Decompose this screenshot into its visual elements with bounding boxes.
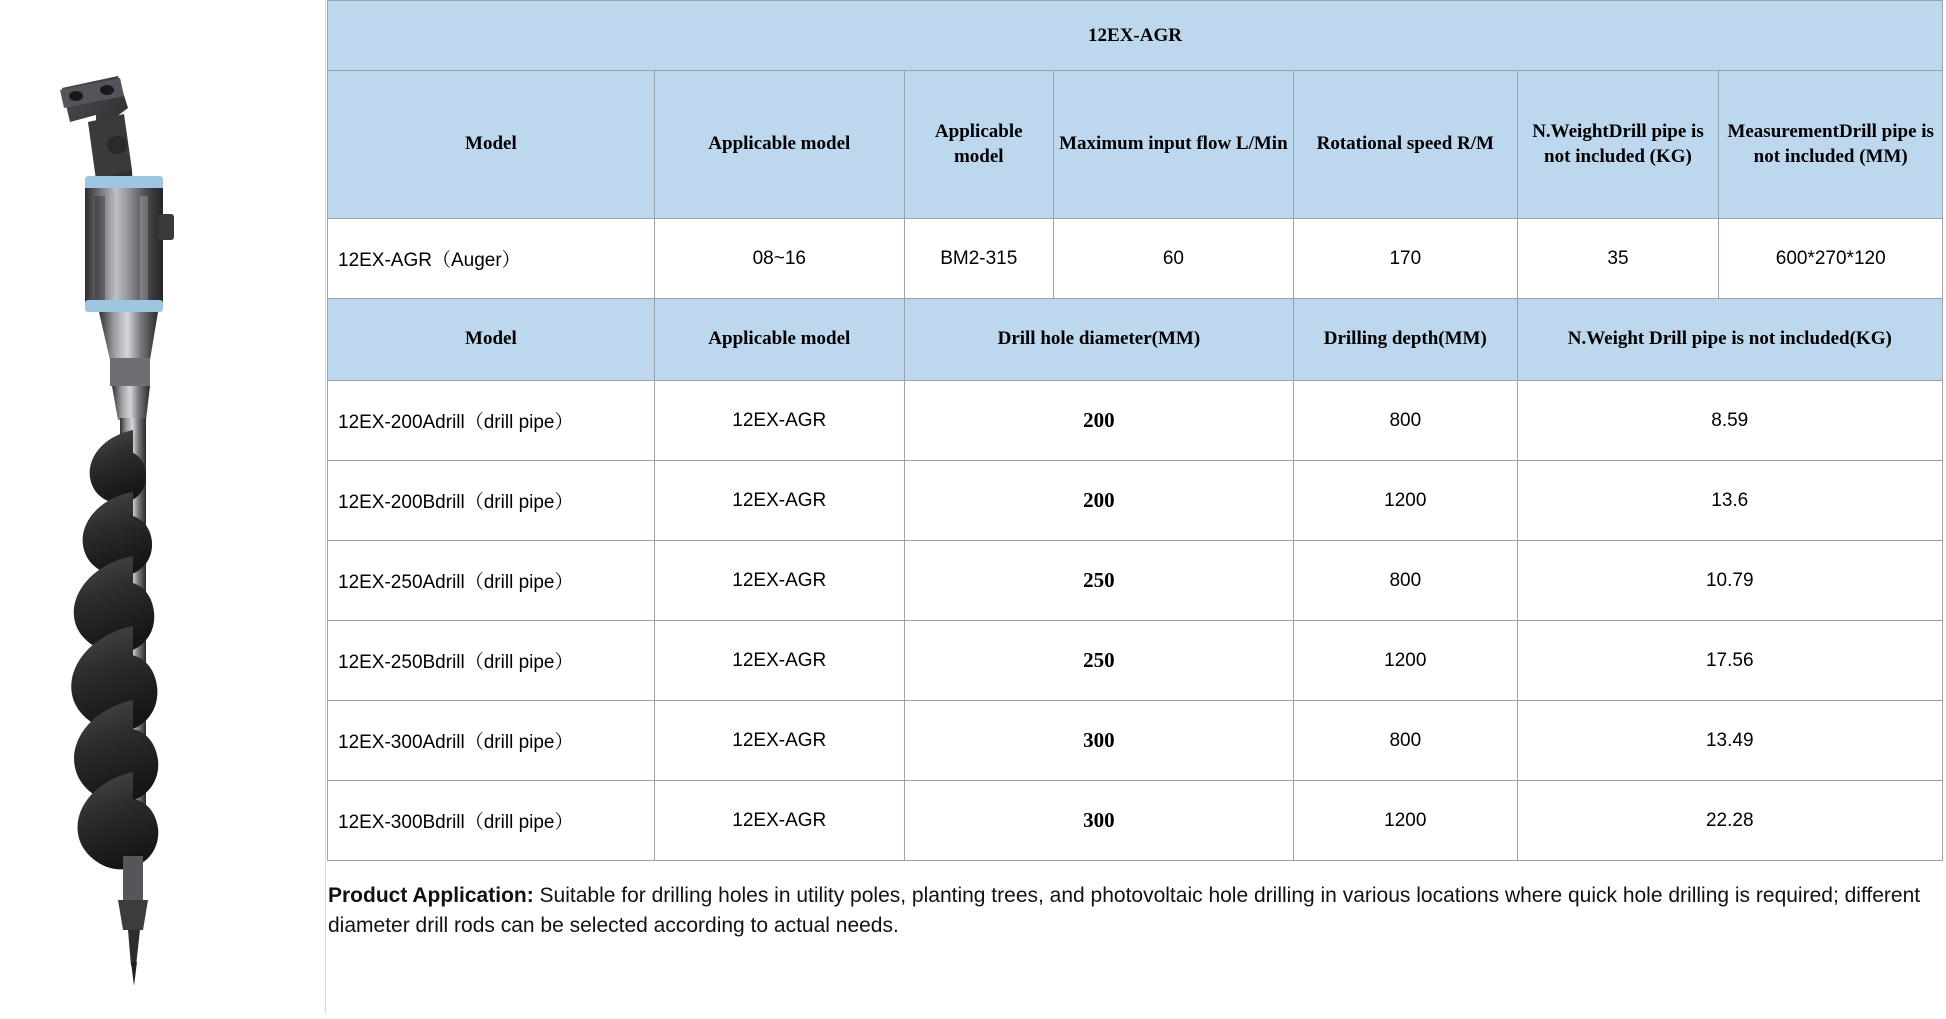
table-row bbox=[328, 219, 1943, 299]
header2-model: Model bbox=[328, 299, 655, 381]
header-model: Model bbox=[328, 71, 655, 219]
cell-net-weight: 22.28 bbox=[1517, 781, 1942, 861]
cell-drilling-depth: 1200 bbox=[1294, 781, 1517, 861]
cell-applicable-model-1: 08~16 bbox=[654, 219, 904, 299]
table-title-row bbox=[328, 1, 1943, 71]
cell-model: 12EX-AGR（Auger） bbox=[328, 219, 655, 299]
section1-header-row bbox=[328, 71, 1943, 219]
header2-applicable-model: Applicable model bbox=[654, 299, 904, 381]
header2-drilling-depth: Drilling depth(MM) bbox=[1294, 299, 1517, 381]
cell-model: 12EX-200Adrill（drill pipe） bbox=[328, 381, 655, 461]
cell-net-weight: 35 bbox=[1517, 219, 1719, 299]
cell-drilling-depth: 1200 bbox=[1294, 621, 1517, 701]
header-net-weight: N.WeightDrill pipe is not included (KG) bbox=[1517, 71, 1719, 219]
drill-tip bbox=[118, 856, 148, 986]
cell-drilling-depth: 800 bbox=[1294, 701, 1517, 781]
section2-header-row bbox=[328, 299, 1943, 381]
cell-drilling-depth: 800 bbox=[1294, 381, 1517, 461]
cell-applicable-model-2: BM2-315 bbox=[904, 219, 1053, 299]
header-rotational-speed: Rotational speed R/M bbox=[1294, 71, 1517, 219]
cell-hole-diameter: 300 bbox=[904, 701, 1293, 781]
cell-rotational-speed: 170 bbox=[1294, 219, 1517, 299]
cell-hole-diameter: 200 bbox=[904, 461, 1293, 541]
cell-hole-diameter: 200 bbox=[904, 381, 1293, 461]
cell-model: 12EX-200Bdrill（drill pipe） bbox=[328, 461, 655, 541]
header-max-input-flow: Maximum input flow L/Min bbox=[1053, 71, 1293, 219]
cell-model: 12EX-250Adrill（drill pipe） bbox=[328, 541, 655, 621]
cell-model: 12EX-300Bdrill（drill pipe） bbox=[328, 781, 655, 861]
cell-applicable-model: 12EX-AGR bbox=[654, 541, 904, 621]
cell-applicable-model: 12EX-AGR bbox=[654, 621, 904, 701]
gearbox-body bbox=[85, 176, 174, 312]
cell-net-weight: 8.59 bbox=[1517, 381, 1942, 461]
header2-hole-diameter: Drill hole diameter(MM) bbox=[904, 299, 1293, 381]
transition-housing bbox=[99, 312, 158, 420]
header2-net-weight: N.Weight Drill pipe is not included(KG) bbox=[1517, 299, 1942, 381]
cell-max-input-flow: 60 bbox=[1053, 219, 1293, 299]
cell-hole-diameter: 250 bbox=[904, 541, 1293, 621]
cell-net-weight: 17.56 bbox=[1517, 621, 1942, 701]
cell-applicable-model: 12EX-AGR bbox=[654, 781, 904, 861]
table-row bbox=[328, 541, 1943, 621]
header-applicable-model-1: Applicable model bbox=[654, 71, 904, 219]
auger-product-image bbox=[0, 0, 326, 1014]
table-row bbox=[328, 461, 1943, 541]
table-row bbox=[328, 621, 1943, 701]
product-image-panel bbox=[0, 0, 326, 1014]
cell-applicable-model: 12EX-AGR bbox=[654, 461, 904, 541]
specification-table bbox=[327, 0, 1943, 861]
header-measurement: MeasurementDrill pipe is not included (MM) bbox=[1719, 71, 1943, 219]
product-application-note bbox=[328, 881, 1938, 942]
cell-model: 12EX-250Bdrill（drill pipe） bbox=[328, 621, 655, 701]
spec-content bbox=[326, 0, 1946, 1014]
cell-hole-diameter: 300 bbox=[904, 781, 1293, 861]
cell-model: 12EX-300Adrill（drill pipe） bbox=[328, 701, 655, 781]
cell-applicable-model: 12EX-AGR bbox=[654, 381, 904, 461]
table-row bbox=[328, 781, 1943, 861]
table-title: 12EX-AGR bbox=[328, 1, 1943, 71]
header-applicable-model-2: Applicable model bbox=[904, 71, 1053, 219]
cell-net-weight: 10.79 bbox=[1517, 541, 1942, 621]
cell-drilling-depth: 1200 bbox=[1294, 461, 1517, 541]
cell-applicable-model: 12EX-AGR bbox=[654, 701, 904, 781]
cell-net-weight: 13.6 bbox=[1517, 461, 1942, 541]
table-row bbox=[328, 701, 1943, 781]
product-application-text: Suitable for drilling holes in utility poles, planting trees, and photovoltaic hole drilling in various locations where quick hole drilling is required; different diameter drill rods can be selected according to actual needs. bbox=[328, 884, 1921, 938]
cell-net-weight: 13.49 bbox=[1517, 701, 1942, 781]
auger-illustration bbox=[0, 0, 326, 1014]
cell-drilling-depth: 800 bbox=[1294, 541, 1517, 621]
product-application-label: Product Application: bbox=[328, 884, 534, 907]
cell-hole-diameter: 250 bbox=[904, 621, 1293, 701]
cell-measurement: 600*270*120 bbox=[1719, 219, 1943, 299]
table-row bbox=[328, 381, 1943, 461]
